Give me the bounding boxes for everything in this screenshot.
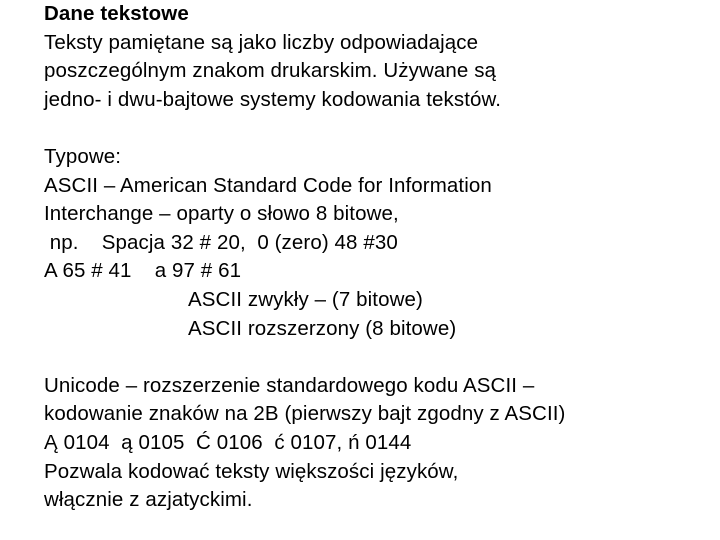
unicode-line-1: Unicode – rozszerzenie standardowego kodu ASCII – xyxy=(44,373,535,397)
slide-title: Dane tekstowe xyxy=(44,2,189,25)
unicode-line-5: włącznie z azjatyckimi. xyxy=(44,488,253,512)
intro-line-3: jedno- i dwu-bajtowe systemy kodowania tekstów. xyxy=(44,87,502,111)
ascii-variant-standard: ASCII zwykły – (7 bitowe) xyxy=(188,287,423,311)
ascii-definition-line-1: ASCII – American Standard Code for Information xyxy=(44,173,492,197)
ascii-definition-line-2: Interchange – oparty o słowo 8 bitowe, xyxy=(44,202,399,226)
slide-content xyxy=(44,0,704,515)
spacer xyxy=(44,343,704,372)
ascii-variant-extended: ASCII rozszerzony (8 bitowe) xyxy=(188,316,457,340)
intro-line-1: Teksty pamiętane są jako liczby odpowiadające xyxy=(44,30,479,54)
spacer xyxy=(44,114,704,143)
unicode-line-2: kodowanie znaków na 2B (pierwszy bajt zgodny z ASCII) xyxy=(44,402,566,426)
intro-line-2: poszczególnym znakom drukarskim. Używane są xyxy=(44,59,497,83)
unicode-line-4: Pozwala kodować teksty większości języków, xyxy=(44,459,459,483)
ascii-example-line-1: np. Spacja 32 # 20, 0 (zero) 48 #30 xyxy=(44,230,398,254)
typical-heading: Typowe: xyxy=(44,144,122,168)
unicode-line-3: Ą 0104 ą 0105 Ć 0106 ć 0107, ń 0144 xyxy=(44,430,412,454)
ascii-example-line-2: A 65 # 41 a 97 # 61 xyxy=(44,259,242,283)
